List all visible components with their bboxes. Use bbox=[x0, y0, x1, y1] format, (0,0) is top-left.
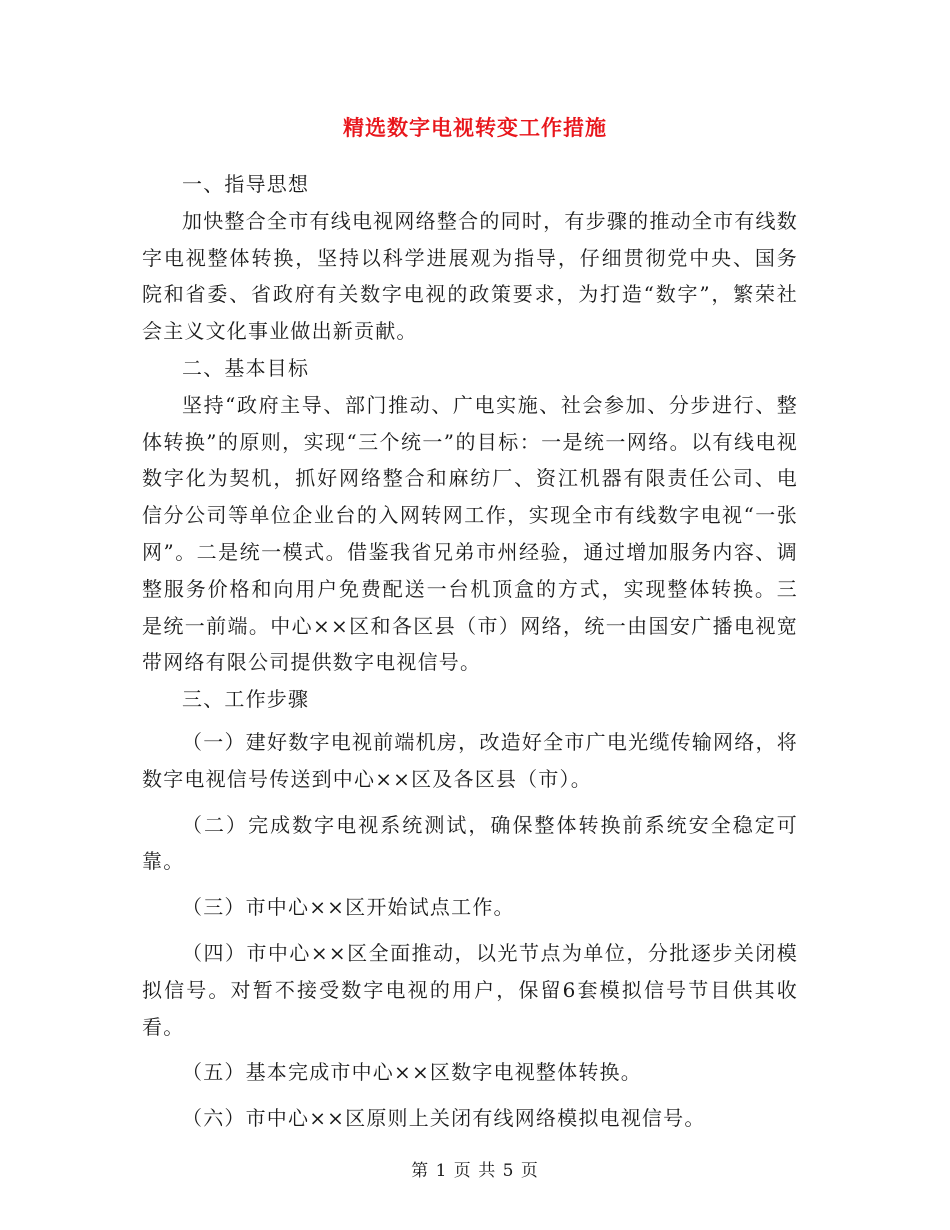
section-heading-guiding-thought: 一、指导思想 bbox=[182, 172, 310, 196]
paragraph-guiding-thought: 加快整合全市有线电视网络整合的同时，有步骤的推动全市有线数字电视整体转换，坚持以科学进展观为指导，仔细贯彻党中央、国务院和省委、省政府有关数字电视的政策要求，为打造“数字”，繁荣社会主义文化事业做出新贡献。 bbox=[142, 208, 798, 344]
document-body bbox=[142, 166, 798, 1146]
step-item-2: （二）完成数字电视系统测试，确保整体转换前系统安全稳定可靠。 bbox=[142, 812, 798, 874]
step-item-4: （四）市中心××区全面推动，以光节点为单位，分批逐步关闭模拟信号。对暂不接受数字电视的用户，保留6套模拟信号节目供其收看。 bbox=[142, 940, 798, 1039]
step-item-3: （三）市中心××区开始试点工作。 bbox=[182, 895, 515, 920]
section-heading-basic-goals: 二、基本目标 bbox=[182, 355, 310, 380]
document-title: 精选数字电视转变工作措施 bbox=[343, 115, 607, 140]
paragraph-basic-goals: 坚持“政府主导、部门推动、广电实施、社会参加、分步进行、整体转换”的原则，实现“三个统一”的目标：一是统一网络。以有线电视数字化为契机，抓好网络整合和麻纺厂、资江机器有限责任公司、电信分公司等单位企业台的入网转网工作，实现全市有线数字电视“一张网”。二是统一模式。借鉴我省兄弟市州经验，通过增加服务内容、调整服务价格和向用户免费配送一台机顶盒的方式，实现整体转换。三是统一前端。中心××区和各区县（市）网络，统一由国安广播电视宽带网络有限公司提供数字电视信号。 bbox=[142, 392, 798, 675]
page-number-footer: 第 1 页 共 5 页 bbox=[411, 1161, 539, 1181]
step-item-5: （五）基本完成市中心××区数字电视整体转换。 bbox=[182, 1060, 642, 1085]
section-heading-work-steps: 三、工作步骤 bbox=[182, 687, 310, 712]
step-item-6: （六）市中心××区原则上关闭有线网络模拟电视信号。 bbox=[182, 1106, 706, 1131]
step-item-1: （一）建好数字电视前端机房，改造好全市广电光缆传输网络，将数字电视信号传送到中心××区及各区县（市）。 bbox=[142, 729, 798, 791]
